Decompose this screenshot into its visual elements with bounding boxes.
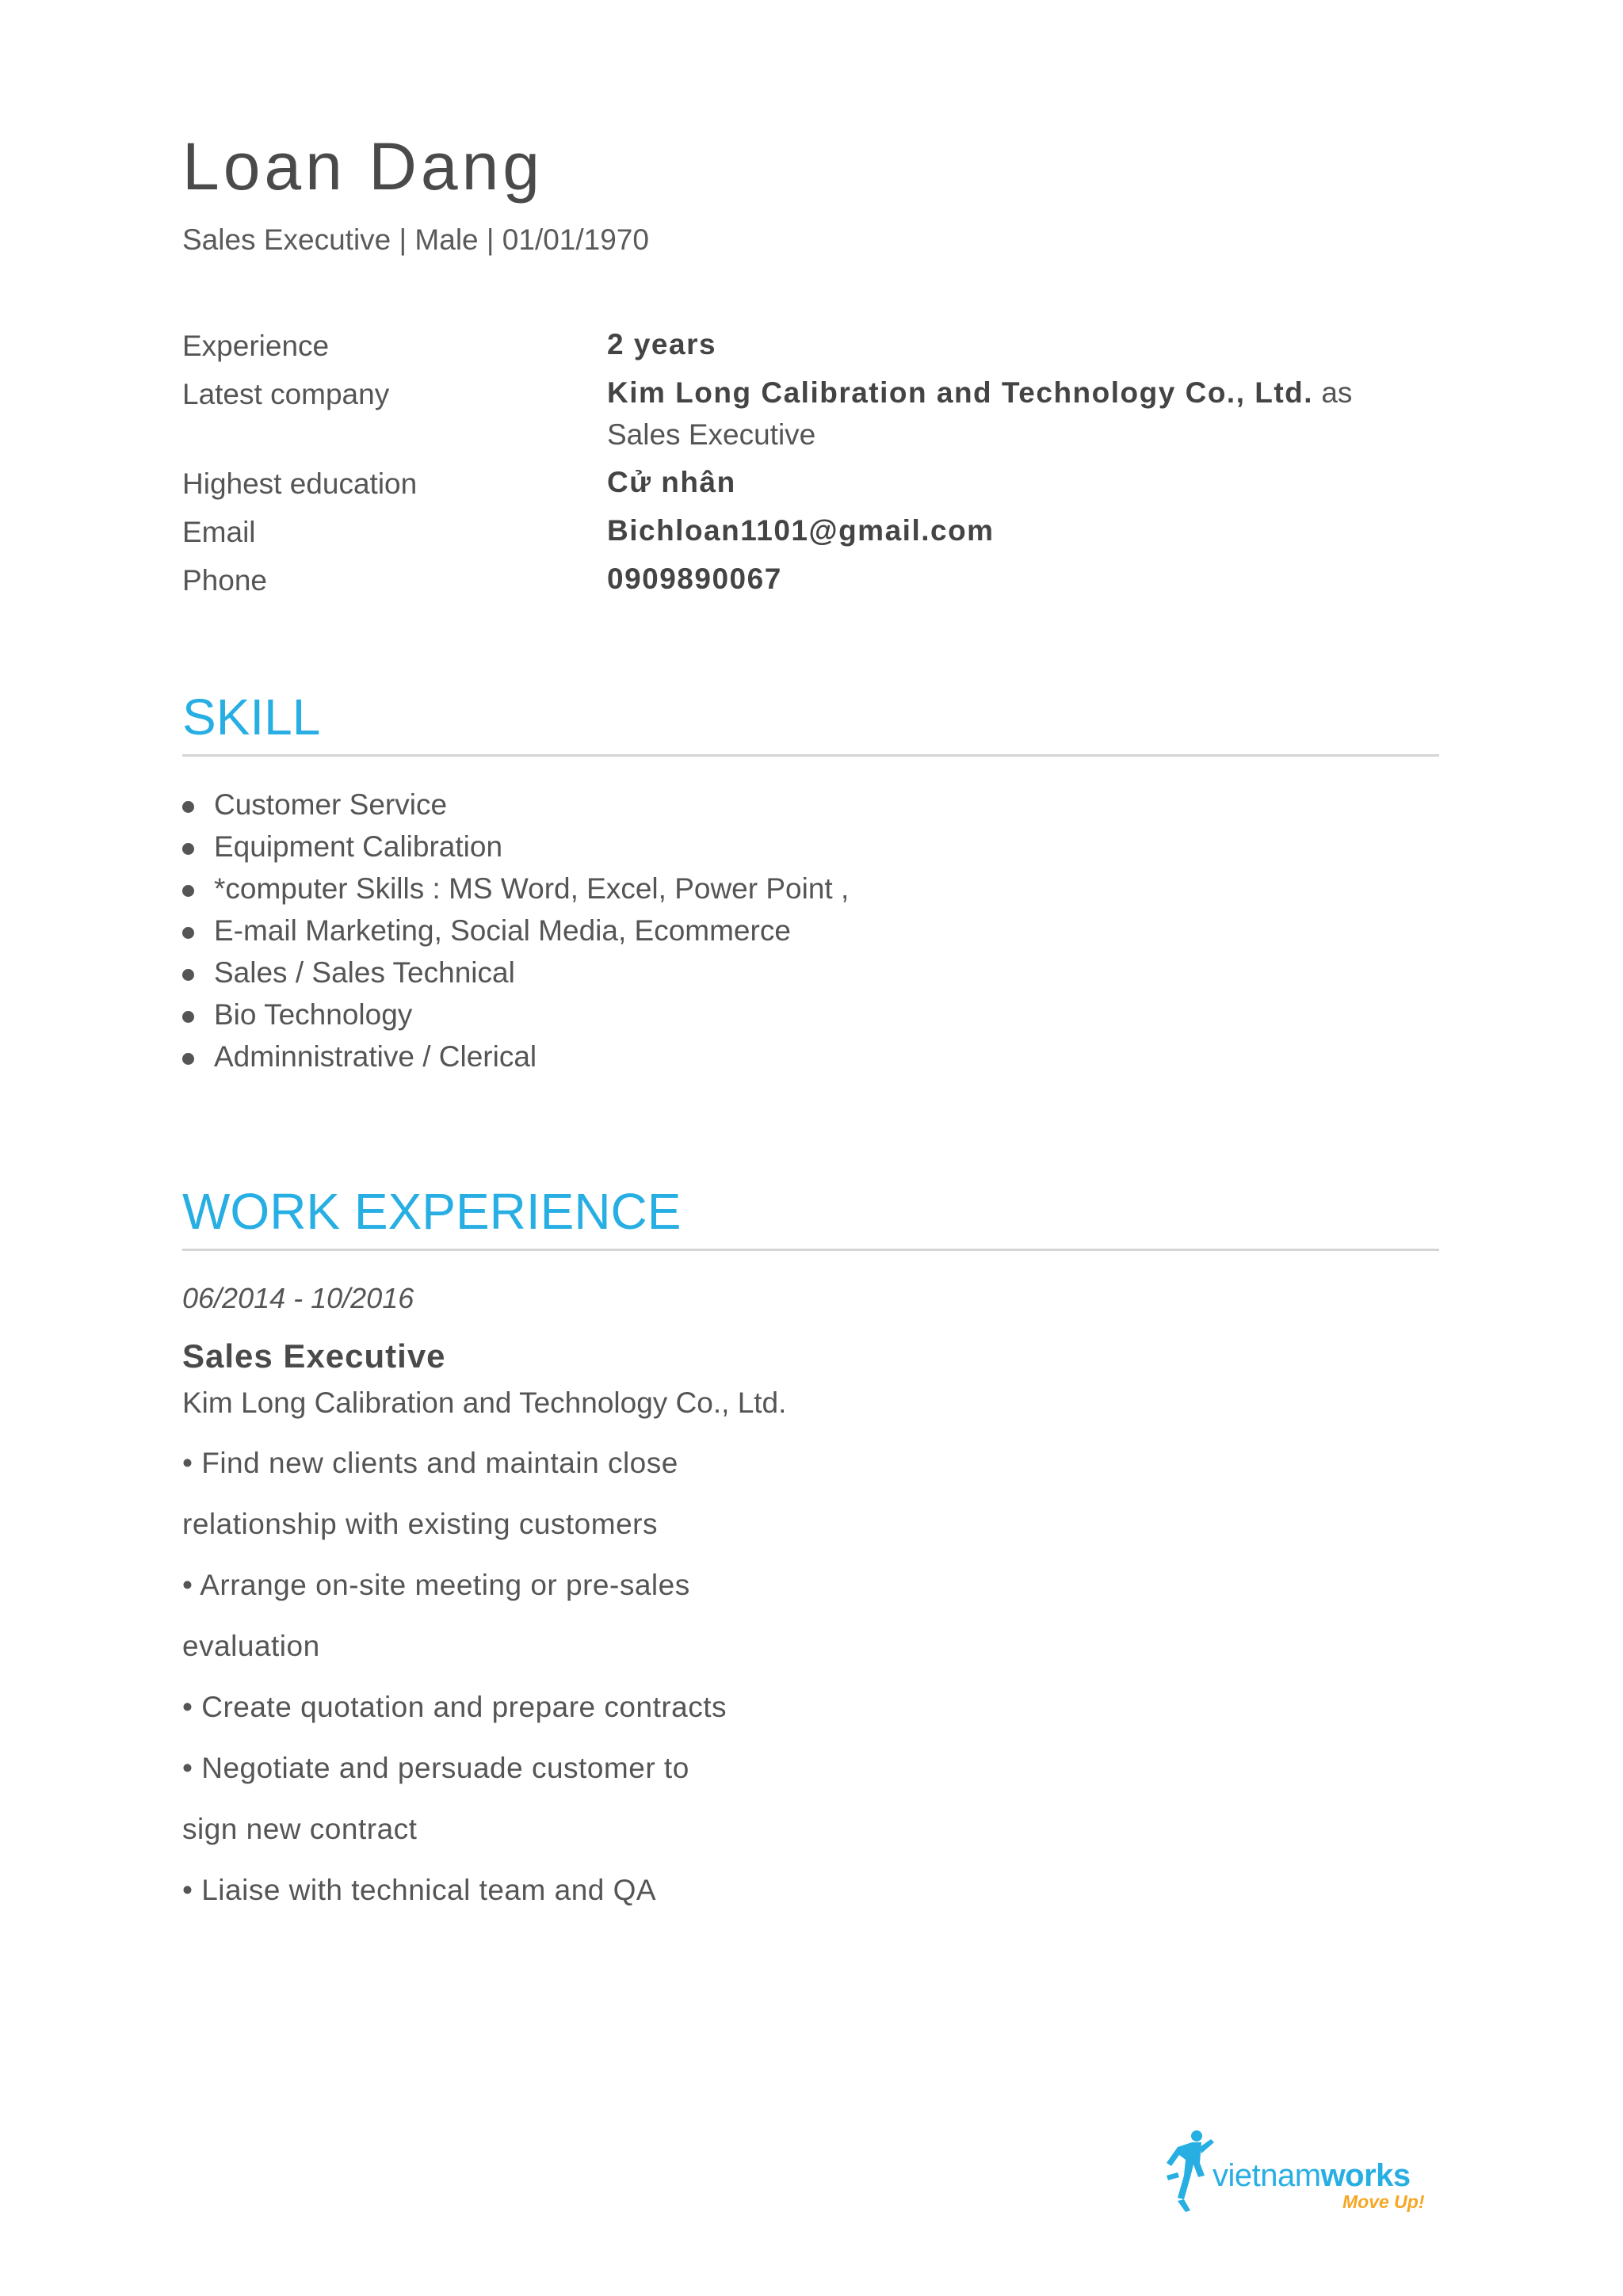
company-value	[607, 372, 1439, 456]
info-row-experience	[182, 330, 1439, 378]
bullet-icon	[182, 843, 194, 855]
job-company: Kim Long Calibration and Technology Co., Ltd.	[182, 1386, 787, 1419]
skill-text: Equipment Calibration	[214, 830, 503, 863]
skill-item	[182, 956, 849, 998]
bullet-icon	[182, 1011, 194, 1023]
skill-text: Sales / Sales Technical	[214, 956, 515, 989]
company-as: as	[1321, 376, 1353, 409]
phone-label: Phone	[182, 564, 267, 597]
logo-wordmark	[1212, 2158, 1411, 2194]
job-description-line: evaluation	[182, 1630, 320, 1662]
experience-value	[607, 323, 1439, 365]
candidate-subtitle: Sales Executive | Male | 01/01/1970	[182, 223, 649, 256]
info-row-education	[182, 467, 1439, 516]
education-value	[607, 461, 1439, 503]
bullet-icon	[182, 927, 194, 939]
skill-item	[182, 1040, 849, 1082]
job-description-line: • Arrange on-site meeting or pre-sales	[182, 1569, 690, 1601]
job-description-line: sign new contract	[182, 1813, 418, 1845]
runner-icon	[1162, 2128, 1217, 2215]
email-value	[607, 509, 1439, 551]
skill-text: Bio Technology	[214, 998, 413, 1031]
work-divider	[182, 1249, 1439, 1251]
email-value-text: Bichloan1101@gmail.com	[607, 514, 995, 547]
work-section-title: WORK EXPERIENCE	[182, 1183, 682, 1240]
company-label: Latest company	[182, 378, 390, 410]
bullet-icon	[182, 969, 194, 981]
job-description-line: • Create quotation and prepare contracts	[182, 1691, 727, 1723]
candidate-name: Loan Dang	[182, 129, 544, 204]
skill-item	[182, 830, 849, 872]
bullet-icon	[182, 885, 194, 897]
logo-tagline: Move Up!	[1342, 2191, 1425, 2212]
phone-value	[607, 558, 1439, 600]
phone-value-text: 0909890067	[607, 563, 782, 595]
skill-list	[182, 788, 849, 1082]
skill-text: Adminnistrative / Clerical	[214, 1040, 537, 1073]
info-row-company	[182, 378, 1439, 467]
education-value-text: Cử nhân	[607, 466, 736, 498]
skill-item	[182, 914, 849, 956]
info-row-email	[182, 516, 1439, 564]
job-description-line: • Find new clients and maintain close	[182, 1447, 678, 1479]
info-row-phone	[182, 564, 1439, 612]
skill-item	[182, 872, 849, 914]
education-label: Highest education	[182, 467, 418, 500]
skill-text: E-mail Marketing, Social Media, Ecommerce	[214, 914, 791, 947]
experience-value-text: 2 years	[607, 328, 717, 360]
experience-label: Experience	[182, 330, 330, 362]
email-label: Email	[182, 516, 256, 548]
job-description-line: • Liaise with technical team and QA	[182, 1874, 657, 1906]
vietnamworks-logo	[1162, 2128, 1431, 2215]
job-period: 06/2014 - 10/2016	[182, 1282, 414, 1314]
logo-brand-bold: works	[1320, 2158, 1411, 2193]
job-description-line: • Negotiate and persuade customer to	[182, 1752, 689, 1784]
skill-text: *computer Skills : MS Word, Excel, Power Point ,	[214, 872, 850, 905]
job-title: Sales Executive	[182, 1337, 446, 1375]
info-table	[182, 330, 1439, 612]
skill-item	[182, 998, 849, 1040]
skill-section-title: SKILL	[182, 688, 321, 746]
job-description-line: relationship with existing customers	[182, 1508, 658, 1540]
company-role: Sales Executive	[607, 418, 816, 451]
logo-brand-light: vietnam	[1212, 2158, 1321, 2193]
skill-text: Customer Service	[214, 788, 448, 821]
skill-item	[182, 788, 849, 830]
job-description	[182, 1447, 1439, 1935]
company-name: Kim Long Calibration and Technology Co., Ltd.	[607, 376, 1314, 409]
bullet-icon	[182, 801, 194, 813]
bullet-icon	[182, 1053, 194, 1065]
skill-divider	[182, 754, 1439, 757]
job-entry	[182, 1282, 1439, 1935]
